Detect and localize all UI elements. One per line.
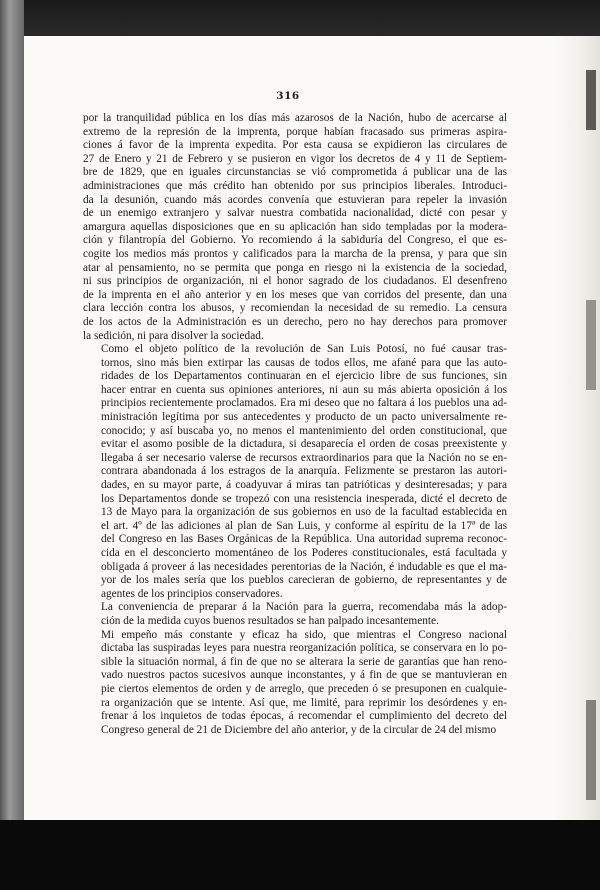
text-line: ministración legítima por sus antecedentes y producto de un pacto universalmente re- <box>101 411 507 424</box>
text-line: ciones á favor de la imprenta expedita. Por esta causa se expidieron las circulares de <box>83 139 507 152</box>
text-line: 13 de Mayo para la organización de sus gobiernos en uso de la facultad establecida en <box>101 506 507 519</box>
text-line: ción y filantropía del Gobierno. Yo recomiendo á la sabiduría del Congreso, el que es- <box>83 234 507 247</box>
binding-shadow <box>586 300 596 390</box>
text-line: administraciones que más crédito han obtenido por sus principios liberales. Introduci- <box>83 179 507 192</box>
text-line: La conveniencia de preparar á la Nación para la guerra, recomendaba más la adop- <box>101 601 507 614</box>
paragraph <box>83 601 507 628</box>
text-line: contrara abandonada á los estragos de la anarquía. Felizmente se prestaron las autori- <box>101 465 507 478</box>
paragraph <box>83 629 507 738</box>
text-line: de un enemigo extranjero y salvar nuestra combatida nacionalidad, dicté con pesar y <box>83 207 507 220</box>
book-page <box>24 36 552 820</box>
text-line: atar al pensamiento, no se permita que ponga en riesgo ni la existencia de la sociedad, <box>83 261 507 274</box>
text-line: pie ciertos elementos de orden y de arreglo, que preceden ó se presuponen en cualquie- <box>101 682 507 695</box>
text-line: hacer entrar en cuenta sus opiniones anteriores, ni aun su más abierta oposición á los <box>101 383 507 396</box>
text-line: los Departamentos donde se tropezó con una resistencia inesperada, dicté el decreto de <box>101 492 507 505</box>
text-line: conocido; y así buscaba yo, no menos el mantenimiento del orden constitucional, que <box>101 424 507 437</box>
text-line: el art. 4º de las adiciones al plan de San Luis, y conforme al espíritu de la 17ª de las <box>101 519 507 532</box>
body-text <box>83 112 507 737</box>
text-line: extremo de la represión de la imprenta, porque habían fracasado sus primeras aspira- <box>83 125 507 138</box>
text-line: dictaba las suspiradas leyes para nuestra reorganización política, se conservara en lo po- <box>101 642 507 655</box>
text-line: agentes de los principios conservadores. <box>101 587 283 600</box>
text-line: frenar á los inquietos de todas épocas, á recomendar el cumplimiento del decreto del <box>101 710 507 723</box>
text-line: del Congreso en las Bases Orgánicas de la República. Una autoridad suprema reconoc- <box>101 533 507 546</box>
scan-left-border <box>0 0 24 890</box>
text-line: cogite los medios más prontos y calificados para la marcha de la prensa, y para que sin <box>83 247 507 260</box>
binding-shadow <box>586 700 596 800</box>
text-line: dades, en su mayor parte, á coadyuvar á miras tan patrióticas y desinteresadas; y para <box>101 479 507 492</box>
text-line: tornos, sino más bien extirpar las causas de todos ellos, me afané para que las auto- <box>101 356 507 369</box>
text-line: clara lección contra los abusos, y recomiendan la necesidad de su remedio. La censura <box>83 302 507 315</box>
scan-bottom-border <box>0 820 600 890</box>
text-line: amargura aquellas disposiciones que en su aplicación han sido templadas por la modera- <box>83 220 507 233</box>
text-line: la sedición, ni para disolver la sociedad. <box>83 329 264 342</box>
text-line: ridades de los Departamentos continuaran en el ejercicio libre de sus funciones, sin <box>101 370 507 383</box>
text-line: llegaba á ser necesario valerse de recursos extraordinarios para que la Nación no se en- <box>101 451 507 464</box>
text-line: vado nuestros pactos sucesivos aunque inconstantes, y á fin de que se mantuvieran en <box>101 669 507 682</box>
text-line: obligada á proveer á las necesidades perentorias de la Nación, é indudable es que el ma- <box>101 560 507 573</box>
text-line: yor de los males sería que los pueblos carecieran de gobierno, de representantes y de <box>101 574 507 587</box>
text-line: ra organización que se intente. Así que, me limité, para reprimir los desórdenes y en- <box>101 696 507 709</box>
text-line: ni sus principios de organización, ni el honor sagrado de los ciudadanos. El desenfreno <box>83 275 507 288</box>
text-line: Mi empeño más constante y eficaz ha sido, que mientras el Congreso nacional <box>101 628 507 641</box>
scan-top-border <box>0 0 600 36</box>
text-line: por la tranquilidad pública en los días más azarosos de la Nación, hubo de acercarse al <box>83 112 507 124</box>
text-line: Congreso general de 21 de Diciembre del año anterior, y de la circular de 24 del mismo <box>101 723 497 736</box>
text-line: evitar el asomo posible de la dictadura, si desaparecía el orden de cosas preexistente y <box>101 438 507 451</box>
paragraph <box>83 343 507 601</box>
text-line: cida en el desconcierto momentáneo de los Poderes constitucionales, está facultada y <box>101 547 507 559</box>
text-line: da la desunión, cuando más acordes convenía que estuvieran para repeler la invasión <box>83 193 507 206</box>
text-line: bre de 1829, que en iguales circunstancias se vió comprometida á publicar una de las <box>83 166 507 179</box>
text-line: de los actos de la Administración es un derecho, pero no hay derechos para promover <box>83 315 507 328</box>
text-line: ción de la medida cuyos buenos resultados se han palpado incesantemente. <box>101 614 439 627</box>
text-line: de la imprenta en el año anterior y en los meses que van corridos del presente, dan una <box>83 288 507 301</box>
page-number: 316 <box>276 90 300 102</box>
paragraph <box>83 112 507 343</box>
text-line: 27 de Enero y 21 de Febrero y se pusieron en vigor los decretos de 4 y 11 de Septiem- <box>83 152 507 165</box>
text-line: principios recientemente proclamados. Era mi deseo que no faltara á los pueblos una ad- <box>101 397 507 410</box>
binding-shadow <box>586 70 596 130</box>
text-line: Como el objeto político de la revolución de San Luis Potosí, no fué causar tras- <box>101 343 507 356</box>
text-line: sible la situación normal, á fin de que no se alterara la serie de garantías que han reno- <box>101 655 507 668</box>
